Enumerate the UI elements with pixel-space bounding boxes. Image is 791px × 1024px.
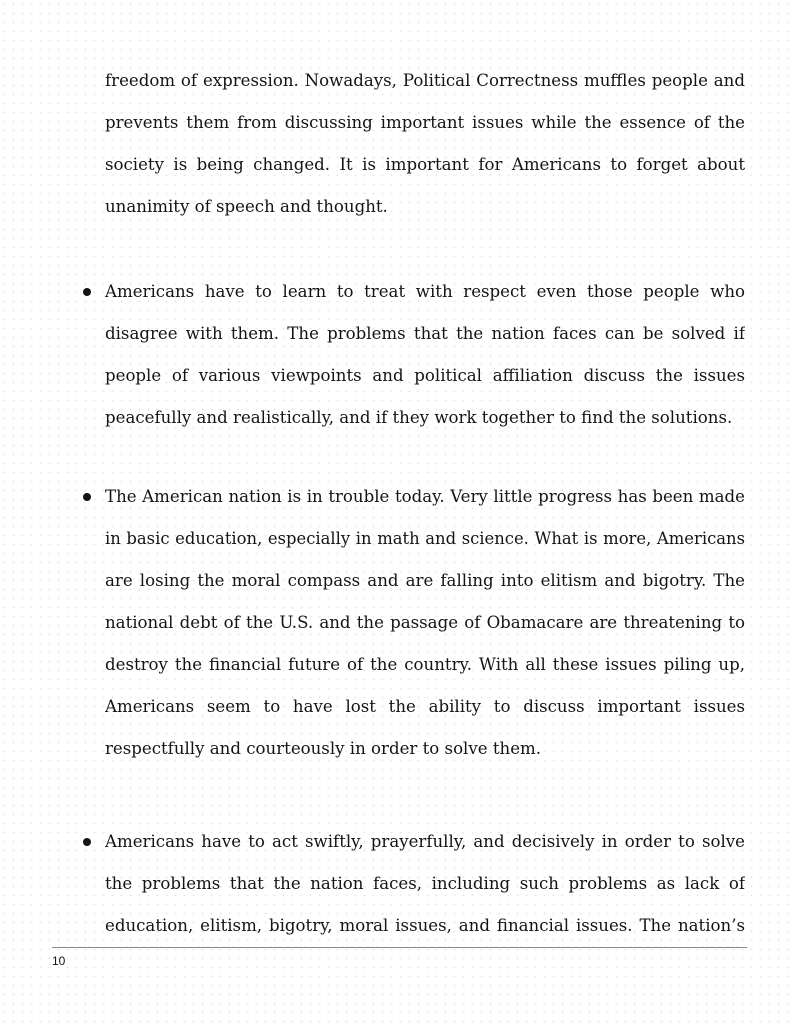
bullet-icon [83, 288, 91, 296]
text-line: the problems that the nation faces, including such problems as lack of [105, 874, 745, 893]
text-line: unanimity of speech and thought. [105, 197, 388, 216]
text-line: The American nation is in trouble today. Very little progress has been made [105, 487, 745, 506]
text-line: disagree with them. The problems that the nation faces can be solved if [105, 324, 745, 343]
bullet-paragraph-trouble [105, 476, 745, 770]
text-line: Americans have to act swiftly, prayerfully, and decisively in order to solve [105, 832, 745, 851]
bullet-paragraph-respect [105, 271, 745, 439]
bullet-icon [83, 493, 91, 501]
text-line: Americans seem to have lost the ability to discuss important issues [105, 697, 745, 716]
text-line: destroy the financial future of the country. With all these issues piling up, [105, 655, 745, 674]
text-line: society is being changed. It is important for Americans to forget about [105, 155, 745, 174]
text-line: education, elitism, bigotry, moral issues, and financial issues. The nation’s [105, 916, 745, 935]
bullet-icon [83, 838, 91, 846]
text-line: prevents them from discussing important issues while the essence of the [105, 113, 745, 132]
text-line: Americans have to learn to treat with respect even those people who [105, 282, 745, 301]
text-line: national debt of the U.S. and the passage of Obamacare are threatening to [105, 613, 745, 632]
text-line: freedom of expression. Nowadays, Political Correctness muffles people and [105, 71, 745, 90]
text-line: are losing the moral compass and are falling into elitism and bigotry. The [105, 571, 745, 590]
bullet-paragraph-act [105, 821, 745, 947]
footer-divider [52, 947, 747, 948]
text-line: people of various viewpoints and political affiliation discuss the issues [105, 366, 745, 385]
text-line: respectfully and courteously in order to solve them. [105, 739, 542, 758]
text-line: peacefully and realistically, and if they work together to find the solutions. [105, 408, 733, 427]
continuation-paragraph [105, 60, 745, 228]
text-line: in basic education, especially in math and science. What is more, Americans [105, 529, 745, 548]
page-number: 10 [52, 954, 66, 968]
